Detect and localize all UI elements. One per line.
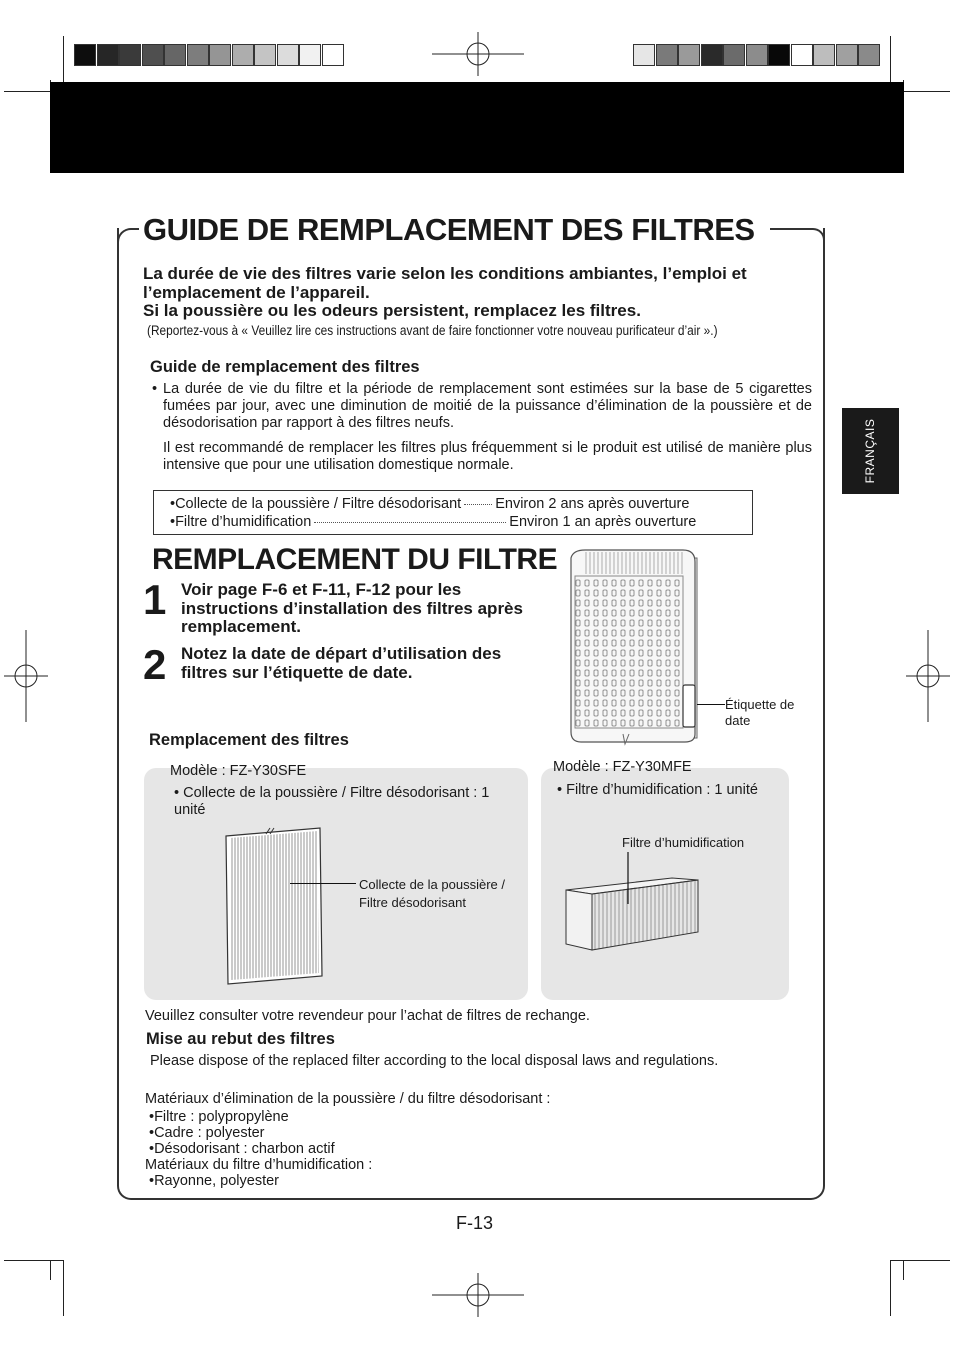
- color-swatch: [813, 44, 835, 66]
- table-item: •Collecte de la poussière / Filtre désodorisant: [170, 496, 462, 512]
- materials-humid-heading: Matériaux du filtre d’humidification :: [145, 1157, 373, 1173]
- color-swatch: [791, 44, 813, 66]
- color-swatch: [142, 44, 164, 66]
- registration-mark-top-icon: [432, 32, 524, 76]
- color-swatch: [232, 44, 254, 66]
- color-swatch: [74, 44, 96, 66]
- color-swatch: [836, 44, 858, 66]
- disposal-text: Please dispose of the replaced filter according to the local disposal laws and regulations.: [150, 1053, 719, 1069]
- color-swatch: [858, 44, 880, 66]
- bullet-glyph: •: [152, 381, 158, 397]
- registration-mark-right-icon: [906, 630, 950, 722]
- color-swatch: [746, 44, 768, 66]
- dust-filter-callout: Collecte de la poussière / Filtre désodorisant: [359, 877, 505, 910]
- registration-mark-bottom-icon: [432, 1273, 524, 1317]
- color-swatch: [277, 44, 299, 66]
- step-text: Voir page F-6 et F-11, F-12 pour les instructions d’installation des filtres après remplacement.: [181, 580, 523, 636]
- humidifying-filter-illustration: [562, 852, 704, 954]
- header-band: [50, 82, 904, 173]
- intro-text: [143, 265, 813, 321]
- page-number: F-13: [456, 1213, 494, 1233]
- air-purifier-illustration: [565, 548, 705, 748]
- material-item: •Rayonne, polyester: [149, 1173, 280, 1189]
- section-title: REMPLACEMENT DU FILTRE: [152, 543, 558, 576]
- replacement-period-table: [153, 490, 753, 535]
- page-title: GUIDE DE REMPLACEMENT DES FILTRES: [143, 212, 763, 248]
- table-row: [170, 496, 750, 512]
- step-number: 2: [143, 641, 167, 688]
- materials-dust-heading: Matériaux d’élimination de la poussière / du filtre désodorisant :: [145, 1091, 551, 1107]
- material-item: •Cadre : polyester: [149, 1125, 265, 1141]
- color-swatch: [633, 44, 655, 66]
- intro-note: (Reportez-vous à « Veuillez lire ces instructions avant de faire fonctionner votre nouveau purificateur d’air ».): [147, 323, 718, 338]
- guide-paragraph-1: La durée de vie du filtre et la période de remplacement sont estimées sur la base de 5 cigarettes fumées par jour, avec une diminution de moitié de la puissance d’élimination de la poussière et de désodorisation par rapport à des filtres neufs.: [163, 381, 812, 431]
- language-tab-label: FRANÇAIS: [863, 418, 877, 484]
- color-swatch: [678, 44, 700, 66]
- callout-line: [290, 883, 356, 884]
- model-label: Modèle : FZ-Y30SFE: [170, 763, 307, 779]
- step-number: 1: [143, 576, 167, 623]
- registration-mark-left-icon: [4, 630, 48, 722]
- disposal-heading: Mise au rebut des filtres: [146, 1030, 335, 1048]
- filters-heading: Remplacement des filtres: [149, 731, 349, 749]
- color-swatch: [656, 44, 678, 66]
- step-text: Notez la date de départ d’utilisation des filtres sur l’étiquette de date.: [181, 644, 502, 682]
- color-swatch: [164, 44, 186, 66]
- intro-line-1: La durée de vie des filtres varie selon les conditions ambiantes, l’emploi et l’emplacement de l’appareil.: [143, 264, 747, 302]
- dealer-note: Veuillez consulter votre revendeur pour l’achat de filtres de rechange.: [145, 1008, 590, 1024]
- filter-item: • Collecte de la poussière / Filtre désodorisant : 1 unité: [174, 785, 490, 818]
- callout-line: [697, 704, 725, 705]
- table-period: Environ 1 an après ouverture: [509, 514, 697, 530]
- color-swatch: [187, 44, 209, 66]
- intro-line-2: Si la poussière ou les odeurs persistent, remplacez les filtres.: [143, 301, 641, 320]
- color-swatch: [723, 44, 745, 66]
- color-swatch: [254, 44, 276, 66]
- guide-heading: Guide de remplacement des filtres: [150, 358, 420, 376]
- color-swatch: [768, 44, 790, 66]
- filter-item: • Filtre d’humidification : 1 unité: [557, 782, 758, 798]
- table-period: Environ 2 ans après ouverture: [495, 496, 690, 512]
- color-swatch: [322, 44, 344, 66]
- guide-paragraph-2: Il est recommandé de remplacer les filtres plus fréquemment si le produit est utilisé de manière plus intensive que pour une utilisation domestique normale.: [163, 440, 812, 473]
- color-swatch: [119, 44, 141, 66]
- color-swatch: [299, 44, 321, 66]
- table-item: •Filtre d’humidification: [170, 514, 312, 530]
- dust-filter-illustration: [222, 826, 328, 986]
- color-swatch: [97, 44, 119, 66]
- material-item: •Filtre : polypropylène: [149, 1109, 289, 1125]
- model-label: Modèle : FZ-Y30MFE: [553, 759, 692, 775]
- color-swatch: [701, 44, 723, 66]
- material-item: •Désodorisant : charbon actif: [149, 1141, 335, 1157]
- table-row: [170, 514, 750, 530]
- color-swatch: [209, 44, 231, 66]
- date-label-callout: Étiquette de date: [725, 697, 795, 728]
- humidifying-filter-callout: Filtre d’humidification: [622, 835, 745, 850]
